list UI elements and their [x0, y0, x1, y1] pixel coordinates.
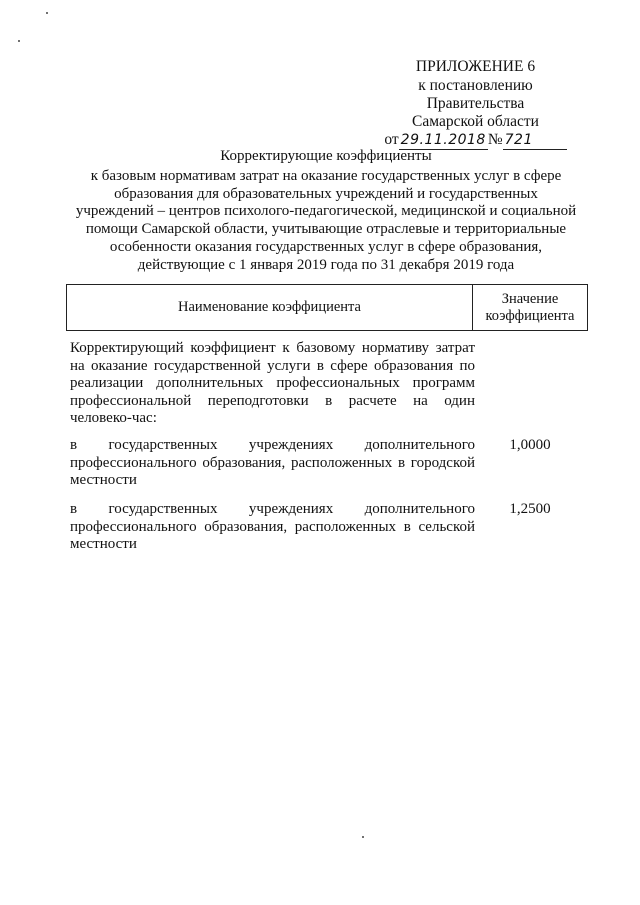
table-row-text: в государственных учреждениях дополнительного профессионального образования, расположенных в городской местности — [70, 437, 475, 488]
heading-line: учреждений – центров психолого-педагогической, медицинской и социальной — [75, 203, 577, 220]
table-row-text: в государственных учреждениях дополнительного профессионального образования, расположенных в сельской местности — [70, 501, 475, 552]
col-header-value — [473, 285, 587, 330]
heading-line: образования для образовательных учреждений и государственных — [114, 185, 538, 202]
table-row-value: 1,2500 — [509, 501, 551, 517]
annex-line-1: к постановлению Правительства — [418, 77, 533, 112]
scan-speck — [362, 836, 364, 838]
table-row-text: Корректирующий коэффициент к базовому нормативу затрат на оказание государственной услуги в сфере образования по реализации дополнительных профессиональных программ профессиональной переподготовки в расчете на один человеко-час: — [70, 340, 475, 426]
table-row-value: 1,0000 — [509, 437, 551, 453]
annex-block — [373, 58, 578, 150]
heading-line: действующие с 1 января 2019 года по 31 декабря 2019 года — [137, 256, 515, 273]
document-heading — [66, 148, 586, 275]
heading-line: особенности оказания государственных услуг в сфере образования, — [109, 238, 543, 255]
col-header-value-line-1: Значение — [501, 290, 559, 307]
col-header-value-line-2: коэффициента — [485, 307, 575, 324]
annex-title: ПРИЛОЖЕНИЕ 6 — [415, 58, 536, 75]
heading-line: к базовым нормативам затрат на оказание государственных услуг в сфере — [90, 167, 562, 184]
table-header — [66, 284, 588, 331]
scan-speck — [46, 12, 48, 14]
number-label: № — [487, 131, 503, 148]
handwritten-number: 721 — [503, 131, 567, 150]
annex-line-2: Самарской области — [412, 113, 539, 130]
from-label: от — [384, 131, 399, 148]
heading-title: Корректирующие коэффициенты — [220, 148, 432, 164]
handwritten-date: 29.11.2018 — [400, 132, 486, 148]
col-header-name: Наименование коэффициента — [67, 285, 473, 330]
scan-speck — [18, 40, 20, 42]
heading-line: помощи Самарской области, учитывающие отраслевые и территориальные — [85, 221, 567, 238]
